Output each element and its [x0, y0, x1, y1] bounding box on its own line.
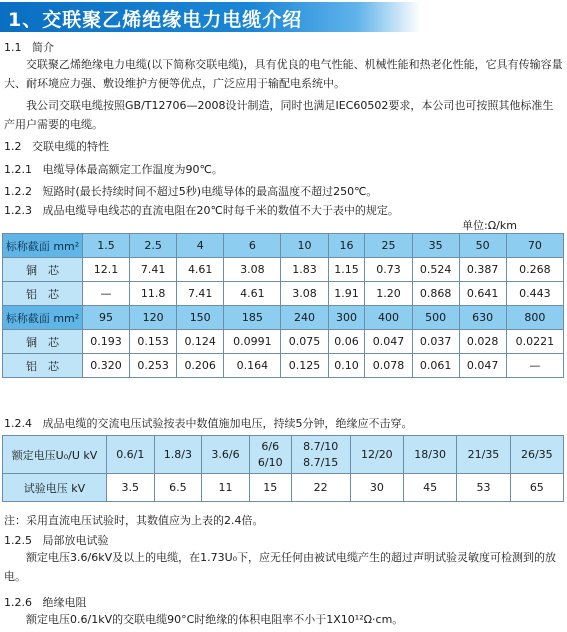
resistance-cell: 0.047 — [459, 354, 506, 378]
resistance-cell: 4.61 — [224, 282, 281, 306]
table-row — [3, 330, 564, 354]
resistance-cell: 0.153 — [130, 330, 177, 354]
section-text: 电缆导体最高额定工作温度为90℃。 — [42, 163, 223, 176]
resistance-cell: 0.0221 — [506, 330, 563, 354]
table-row — [3, 354, 564, 378]
partial-discharge-paragraph: 额定电压3.6/6kV及以上的电缆，在1.73U₀下，应无任何由被试电缆产生的超过声明试验灵敏度可检测到的放电。 — [4, 551, 557, 583]
test-voltage-cell: 11 — [202, 474, 250, 502]
size-cell: 240 — [281, 306, 328, 330]
rated-voltage-row — [3, 436, 564, 474]
resistance-cell: — — [83, 282, 130, 306]
rated-voltage-cell: 0.6/1 — [107, 436, 155, 474]
resistance-cell: 0.078 — [365, 354, 412, 378]
test-voltage-row — [3, 474, 564, 502]
section-title: 简介 — [32, 41, 54, 54]
row-label: 铝 芯 — [3, 282, 83, 306]
resistance-cell: 0.047 — [365, 330, 412, 354]
section-text: 成品电缆导电线芯的直流电阻在20℃时每千米的数值不大于表中的规定。 — [42, 204, 399, 217]
resistance-cell: 0.10 — [328, 354, 365, 378]
size-cell: 300 — [328, 306, 365, 330]
size-cell: 10 — [281, 234, 328, 258]
size-cell: 35 — [412, 234, 459, 258]
resistance-cell: 0.124 — [177, 330, 224, 354]
size-cell: 1.5 — [83, 234, 130, 258]
resistance-cell: 0.061 — [412, 354, 459, 378]
resistance-cell: 0.0991 — [224, 330, 281, 354]
section-title: 交联电缆的特性 — [32, 140, 109, 153]
resistance-cell: 0.387 — [459, 258, 506, 282]
rated-voltage-cell: 8.7/10 8.7/15 — [291, 436, 350, 474]
size-cell: 185 — [224, 306, 281, 330]
test-voltage-cell: 65 — [510, 474, 563, 502]
section-1-2-4 — [4, 417, 413, 431]
size-cell: 16 — [328, 234, 365, 258]
row-label: 铜 芯 — [3, 258, 83, 282]
resistance-table — [2, 233, 564, 378]
resistance-cell: 0.253 — [130, 354, 177, 378]
section-number: 1.2.6 — [4, 596, 32, 609]
rated-voltage-cell: 18/30 — [404, 436, 457, 474]
section-title: 局部放电试验 — [42, 534, 109, 547]
resistance-cell: 0.125 — [281, 354, 328, 378]
rated-voltage-cell: 12/20 — [350, 436, 403, 474]
resistance-cell: 0.641 — [459, 282, 506, 306]
section-number: 1.2 — [4, 140, 22, 153]
rated-voltage-cell: 1.8/3 — [154, 436, 202, 474]
test-voltage-cell: 45 — [404, 474, 457, 502]
test-voltage-cell: 6.5 — [154, 474, 202, 502]
note-text: 注：采用直流电压试验时，其数值应为上表的2.4倍。 — [4, 514, 264, 527]
table-row — [3, 258, 564, 282]
resistance-cell: 0.268 — [506, 258, 563, 282]
title-banner — [0, 2, 420, 32]
section-1-2-1 — [4, 163, 223, 177]
section-1-1-heading — [4, 41, 54, 55]
size-header-row — [3, 306, 564, 330]
size-cell: 70 — [506, 234, 563, 258]
size-header-row — [3, 234, 564, 258]
test-voltage-cell: 3.5 — [107, 474, 155, 502]
resistance-cell: 1.83 — [281, 258, 328, 282]
section-1-2-3 — [4, 204, 399, 218]
resistance-cell: 7.41 — [177, 282, 224, 306]
resistance-cell: 0.868 — [412, 282, 459, 306]
test-voltage-cell: 22 — [291, 474, 350, 502]
resistance-cell: 3.08 — [281, 282, 328, 306]
section-1-2-5-heading — [4, 534, 109, 548]
resistance-cell: 0.164 — [224, 354, 281, 378]
rated-voltage-cell: 21/35 — [457, 436, 510, 474]
rated-voltage-cell: 26/35 — [510, 436, 563, 474]
section-text: 短路时(最长持续时间不超过5秒)电缆导体的最高温度不超过250℃。 — [42, 185, 378, 198]
test-voltage-cell: 15 — [249, 474, 291, 502]
intro-paragraph-2: 我公司交联电缆按照GB/T12706—2008设计制造，同时也满足IEC60502要求，本公司也可按照其他标准生产用户需要的电缆。 — [4, 99, 554, 131]
row-label: 试验电压 kV — [3, 474, 107, 502]
section-title: 绝缘电阻 — [42, 596, 87, 609]
size-cell: 120 — [130, 306, 177, 330]
size-header-label: 标称截面 mm² — [3, 306, 83, 330]
intro-paragraph-1: 交联聚乙烯绝缘电力电缆(以下简称交联电缆)，具有优良的电气性能、机械性能和热老化性能，它具有传输容量大、耐环境应力强、敷设维护方便等优点，广泛应用于输配电系统中。 — [4, 58, 563, 90]
unit-label: 单位:Ω/km — [462, 219, 517, 232]
row-label: 铜 芯 — [3, 330, 83, 354]
size-cell: 150 — [177, 306, 224, 330]
section-number: 1.2.1 — [4, 163, 32, 176]
resistance-cell: 1.91 — [328, 282, 365, 306]
resistance-cell: 0.037 — [412, 330, 459, 354]
voltage-test-table — [2, 435, 564, 502]
resistance-cell: 0.206 — [177, 354, 224, 378]
section-1-2-2 — [4, 185, 377, 199]
section-1-2-heading — [4, 140, 109, 154]
resistance-cell: — — [506, 354, 563, 378]
resistance-cell: 0.075 — [281, 330, 328, 354]
resistance-cell: 0.320 — [83, 354, 130, 378]
resistance-cell: 0.443 — [506, 282, 563, 306]
size-cell: 2.5 — [130, 234, 177, 258]
resistance-cell: 0.524 — [412, 258, 459, 282]
section-number: 1.1 — [4, 41, 22, 54]
row-label: 额定电压U₀/U kV — [3, 436, 107, 474]
insulation-resistance-text: 额定电压0.6/1kV的交联电缆90°C时绝缘的体积电阻率不小于1X10¹²Ω·cm。 — [26, 613, 404, 626]
size-cell: 4 — [177, 234, 224, 258]
resistance-cell: 0.193 — [83, 330, 130, 354]
table-row — [3, 282, 564, 306]
resistance-cell: 11.8 — [130, 282, 177, 306]
size-cell: 400 — [365, 306, 412, 330]
resistance-cell: 0.06 — [328, 330, 365, 354]
resistance-cell: 4.61 — [177, 258, 224, 282]
test-voltage-cell: 53 — [457, 474, 510, 502]
size-cell: 800 — [506, 306, 563, 330]
resistance-cell: 0.73 — [365, 258, 412, 282]
section-1-2-6-heading — [4, 596, 87, 610]
size-cell: 630 — [459, 306, 506, 330]
rated-voltage-cell: 3.6/6 — [202, 436, 250, 474]
resistance-cell: 7.41 — [130, 258, 177, 282]
page-title: 1、交联聚乙烯绝缘电力电缆介绍 — [8, 9, 303, 31]
section-number: 1.2.4 — [4, 417, 32, 430]
size-cell: 500 — [412, 306, 459, 330]
resistance-cell: 1.20 — [365, 282, 412, 306]
section-number: 1.2.3 — [4, 204, 32, 217]
size-cell: 6 — [224, 234, 281, 258]
resistance-cell: 12.1 — [83, 258, 130, 282]
section-text: 成品电缆的交流电压试验按表中数值施加电压，持续5分钟，绝缘应不击穿。 — [42, 417, 413, 430]
size-cell: 95 — [83, 306, 130, 330]
section-number: 1.2.2 — [4, 185, 32, 198]
row-label: 铝 芯 — [3, 354, 83, 378]
size-header-label: 标称截面 mm² — [3, 234, 83, 258]
resistance-cell: 0.028 — [459, 330, 506, 354]
test-voltage-cell: 30 — [350, 474, 403, 502]
size-cell: 25 — [365, 234, 412, 258]
resistance-cell: 3.08 — [224, 258, 281, 282]
rated-voltage-cell: 6/6 6/10 — [249, 436, 291, 474]
resistance-cell: 1.15 — [328, 258, 365, 282]
section-number: 1.2.5 — [4, 534, 32, 547]
size-cell: 50 — [459, 234, 506, 258]
